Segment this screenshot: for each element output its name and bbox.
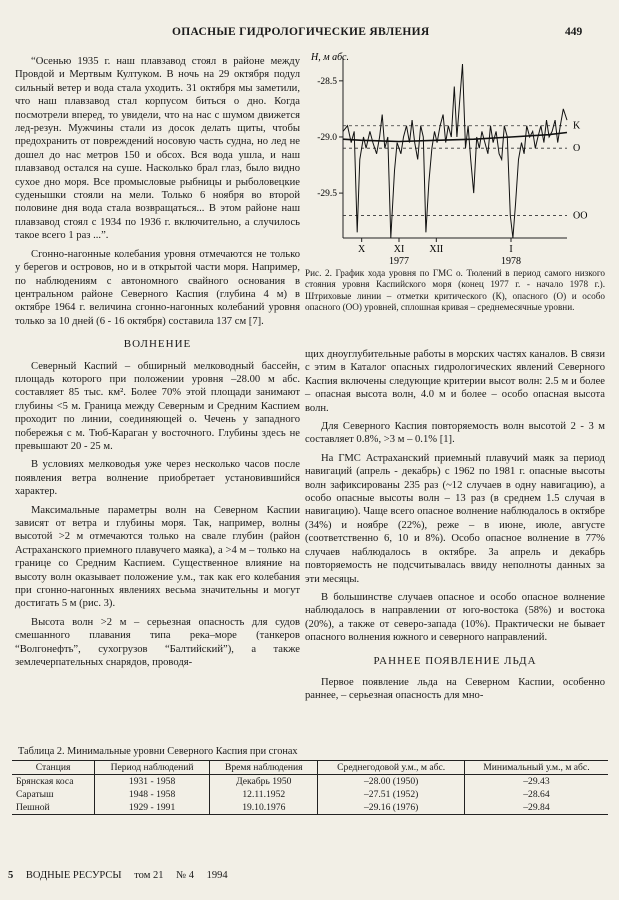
- table-cell: –27.51 (1952): [318, 788, 464, 801]
- paragraph: В большинстве случаев опасное и особо опасное волнение наблюдалось в направлении от юго-востока (58%) и востока (20%), а также от северо-запада (10%). Практически не бывает опасного волнения южного и северного направлений.: [305, 591, 605, 644]
- month-label: XII: [429, 244, 444, 255]
- figure-level-chart: [305, 48, 605, 266]
- footer-issue: № 4: [176, 870, 194, 881]
- footer-year: 1994: [206, 870, 228, 881]
- col-header: Минимальный у.м., м абс.: [464, 761, 608, 775]
- table-cell: –29.84: [464, 801, 608, 815]
- paragraph: Высота волн >2 м – серьезная опасность для судов смешанного плавания типа река–море (танкеров “Волгонефть”, сухогрузов “Балтийский”), а также землечерпательных снарядов, проводя-: [15, 616, 300, 669]
- table-cell: –29.43: [523, 776, 550, 787]
- table-cell: 1948 - 1958: [95, 788, 210, 801]
- year-label: 1977: [389, 256, 409, 266]
- month-label: X: [358, 244, 366, 255]
- paragraph: На ГМС Астраханский приемный плавучий маяк за период навигаций (апрель - декабрь) с 1962 по 1981 г. опасные высоты волн зафиксированы 235 раз (~12 случаев в одну навигацию), а особо опасные высоты волн – 13 раз (в среднем 1.5 случая в навигацию). Чаще всего опасное волнение наблюдалось в октябре (34%) и ноябре (22%), реже – в июне, июле, августе (соответственно 6, 10 и 8%). Особо опасное волнение в 77% случаев наблюдалось в октябре. За апрель и декабрь повторяемость не подсчитывалась ввиду неполноты данных за эти месяцы.: [305, 452, 605, 585]
- min-levels-table: [12, 760, 608, 815]
- quote-paragraph: “Осенью 1935 г. наш плавзавод стоял в районе между Провдой и Мертвым Култуком. В ночь на 29 октября подул сильный ветер и вода стала уходить. 31 октября мы заметили, что наш плавзавод стал корпусом биться о дно. Когда посмотрели вперед, то увидели, что на нас с шумом движется лед-резун. Мужчины стали из досок делать щиты, чтобы предохранить от повреждений носовую часть судна, но лед не дошел до нас метров 150 и обсох. Вся вода ушла, и наш плавзавод остался на суше. Насколько брал глаз, было видно сухое дно моря. Все промысловые рыбницы и рыболовецкие суденышки стояли на мели. Только 6 ноября во второй половине дня вода стала возвращаться... В этом районе наш плавзавод стоял с 1934 по 1936 г. включительно, а случилось такое всего 1 раз ...”.: [15, 56, 300, 242]
- table-cell: Саратыш: [12, 788, 95, 801]
- table-cell: Брянская коса: [12, 775, 95, 789]
- section-heading-ice: РАННЕЕ ПОЯВЛЕНИЕ ЛЬДА: [373, 654, 537, 667]
- table-header-row: [12, 761, 608, 775]
- threshold-label: O: [573, 143, 581, 155]
- month-label: XI: [393, 244, 405, 255]
- figure-caption: Рис. 2. График хода уровня по ГМС о. Тюлений в период самого низкого стояния уровня Каспийского моря (конец 1977 г. - начало 1978 г.). Штриховые линии – отметки критического (К), опасного (О) и особо опасного (ОО) уровней, сплошная кривая – среднемесячные уровни.: [305, 268, 605, 313]
- paragraph: Максимальные параметры волн на Северном Каспии зависят от ветра и глубины моря. Так, например, волны высотой >2 м отмечаются только на свале глубин (район Астраханского приемного плавучего маяка), а >4 м – только на границе со Средним Каспием. Существенное влияние на высоту волн оказывает положение у.м., так как его колебания при сгонно-нагонных явлениях весьма значительны и могут достигать 5 м (рис. 3).: [15, 504, 300, 610]
- y-tick-label: -29.0: [317, 132, 337, 143]
- table-2: [12, 746, 612, 815]
- y-tick-label: -29.5: [317, 189, 337, 200]
- paragraph: В условиях мелководья уже через несколько часов после появления ветра волнение приобретает установившийся характер.: [15, 459, 300, 498]
- level-series-line: [343, 64, 567, 238]
- running-title: ОПАСНЫЕ ГИДРОЛОГИЧЕСКИЕ ЯВЛЕНИЯ: [172, 26, 430, 38]
- level-chart-svg: [305, 48, 605, 266]
- table-cell: –28.00 (1950): [318, 775, 464, 789]
- y-tick-label: -28.5: [317, 76, 337, 87]
- col-header: Станция: [12, 761, 95, 775]
- col-header: Время наблюдения: [210, 761, 318, 775]
- paragraph: Для Северного Каспия повторяемость волн высотой 2 - 3 м составляет 0.8%, >3 м – 0.1% [1].: [305, 421, 605, 446]
- table-cell: –29.16 (1976): [318, 801, 464, 815]
- col-header: Среднегодовой у.м., м абс.: [318, 761, 464, 775]
- threshold-label: OO: [573, 210, 588, 222]
- footer-volume: том 21: [134, 870, 164, 881]
- table-cell: –28.64: [523, 789, 550, 800]
- table-cell: 1931 - 1958: [95, 775, 210, 789]
- paragraph: Сгонно-нагонные колебания уровня отмечаются не только у берегов и островов, но и в открытой части моря. Например, по наблюдениям с автономного свайного основания в центральном районе Северного Каспия (глубина 4 м) в октябре 1964 г. величина сгонно-нагонных колебаний уровня только за 10 дней (6 - 16 октября) составила 137 см [7].: [15, 248, 300, 327]
- table-row: [12, 801, 608, 815]
- footer-journal: ВОДНЫЕ РЕСУРСЫ: [25, 870, 122, 881]
- y-axis-label: H, м абс.: [311, 52, 349, 63]
- table-cell: Пешной: [12, 801, 95, 815]
- paragraph: Первое появление льда на Северном Каспии, особенно раннее, – серьезная опасность для мно-: [305, 676, 605, 702]
- threshold-label: K: [573, 120, 581, 132]
- table-cell: 12.11.1952: [210, 788, 318, 801]
- section-heading-waves: ВОЛНЕНИЕ: [123, 338, 192, 351]
- table-caption: Таблица 2. Минимальные уровни Северного Каспия при сгонах: [18, 746, 298, 757]
- paragraph: щих дноуглубительные работы в морских частях каналов. В связи с этим в Каталог опасных гидрологических явлений Северного Каспия включены следующие критерии высот волн: 2.5 м и более – опасная высота волн, 4.0 м и более – особо опасная высота волн.: [305, 349, 605, 414]
- col-header: Период наблюдений: [95, 761, 210, 775]
- footer-number: 5: [8, 870, 14, 881]
- year-label: 1978: [501, 256, 521, 266]
- right-column: [305, 348, 605, 708]
- table-row: [12, 775, 608, 789]
- table-cell: 19.10.1976: [210, 801, 318, 815]
- table-cell: 1929 - 1991: [95, 801, 210, 815]
- month-label: I: [509, 244, 513, 255]
- page-number: 449: [565, 26, 583, 38]
- left-column: [15, 55, 300, 674]
- table-row: [12, 788, 608, 801]
- paragraph: Северный Каспий – обширный мелководный бассейн, площадь которого при положении уровня –28.00 м абс. составляет 85 тыс. км². Более 70% этой площади занимают глубины <5 м. Граница между Северным и Средним Каспием проходит по линии, соединяющей о. Чечень у западного побережья с м. Тюб-Караган у восточного. Глубины здесь не превышают 20 - 25 м.: [15, 360, 300, 452]
- table-cell: Декабрь 1950: [210, 775, 318, 789]
- page-footer: [8, 870, 238, 881]
- page-header: [0, 26, 619, 42]
